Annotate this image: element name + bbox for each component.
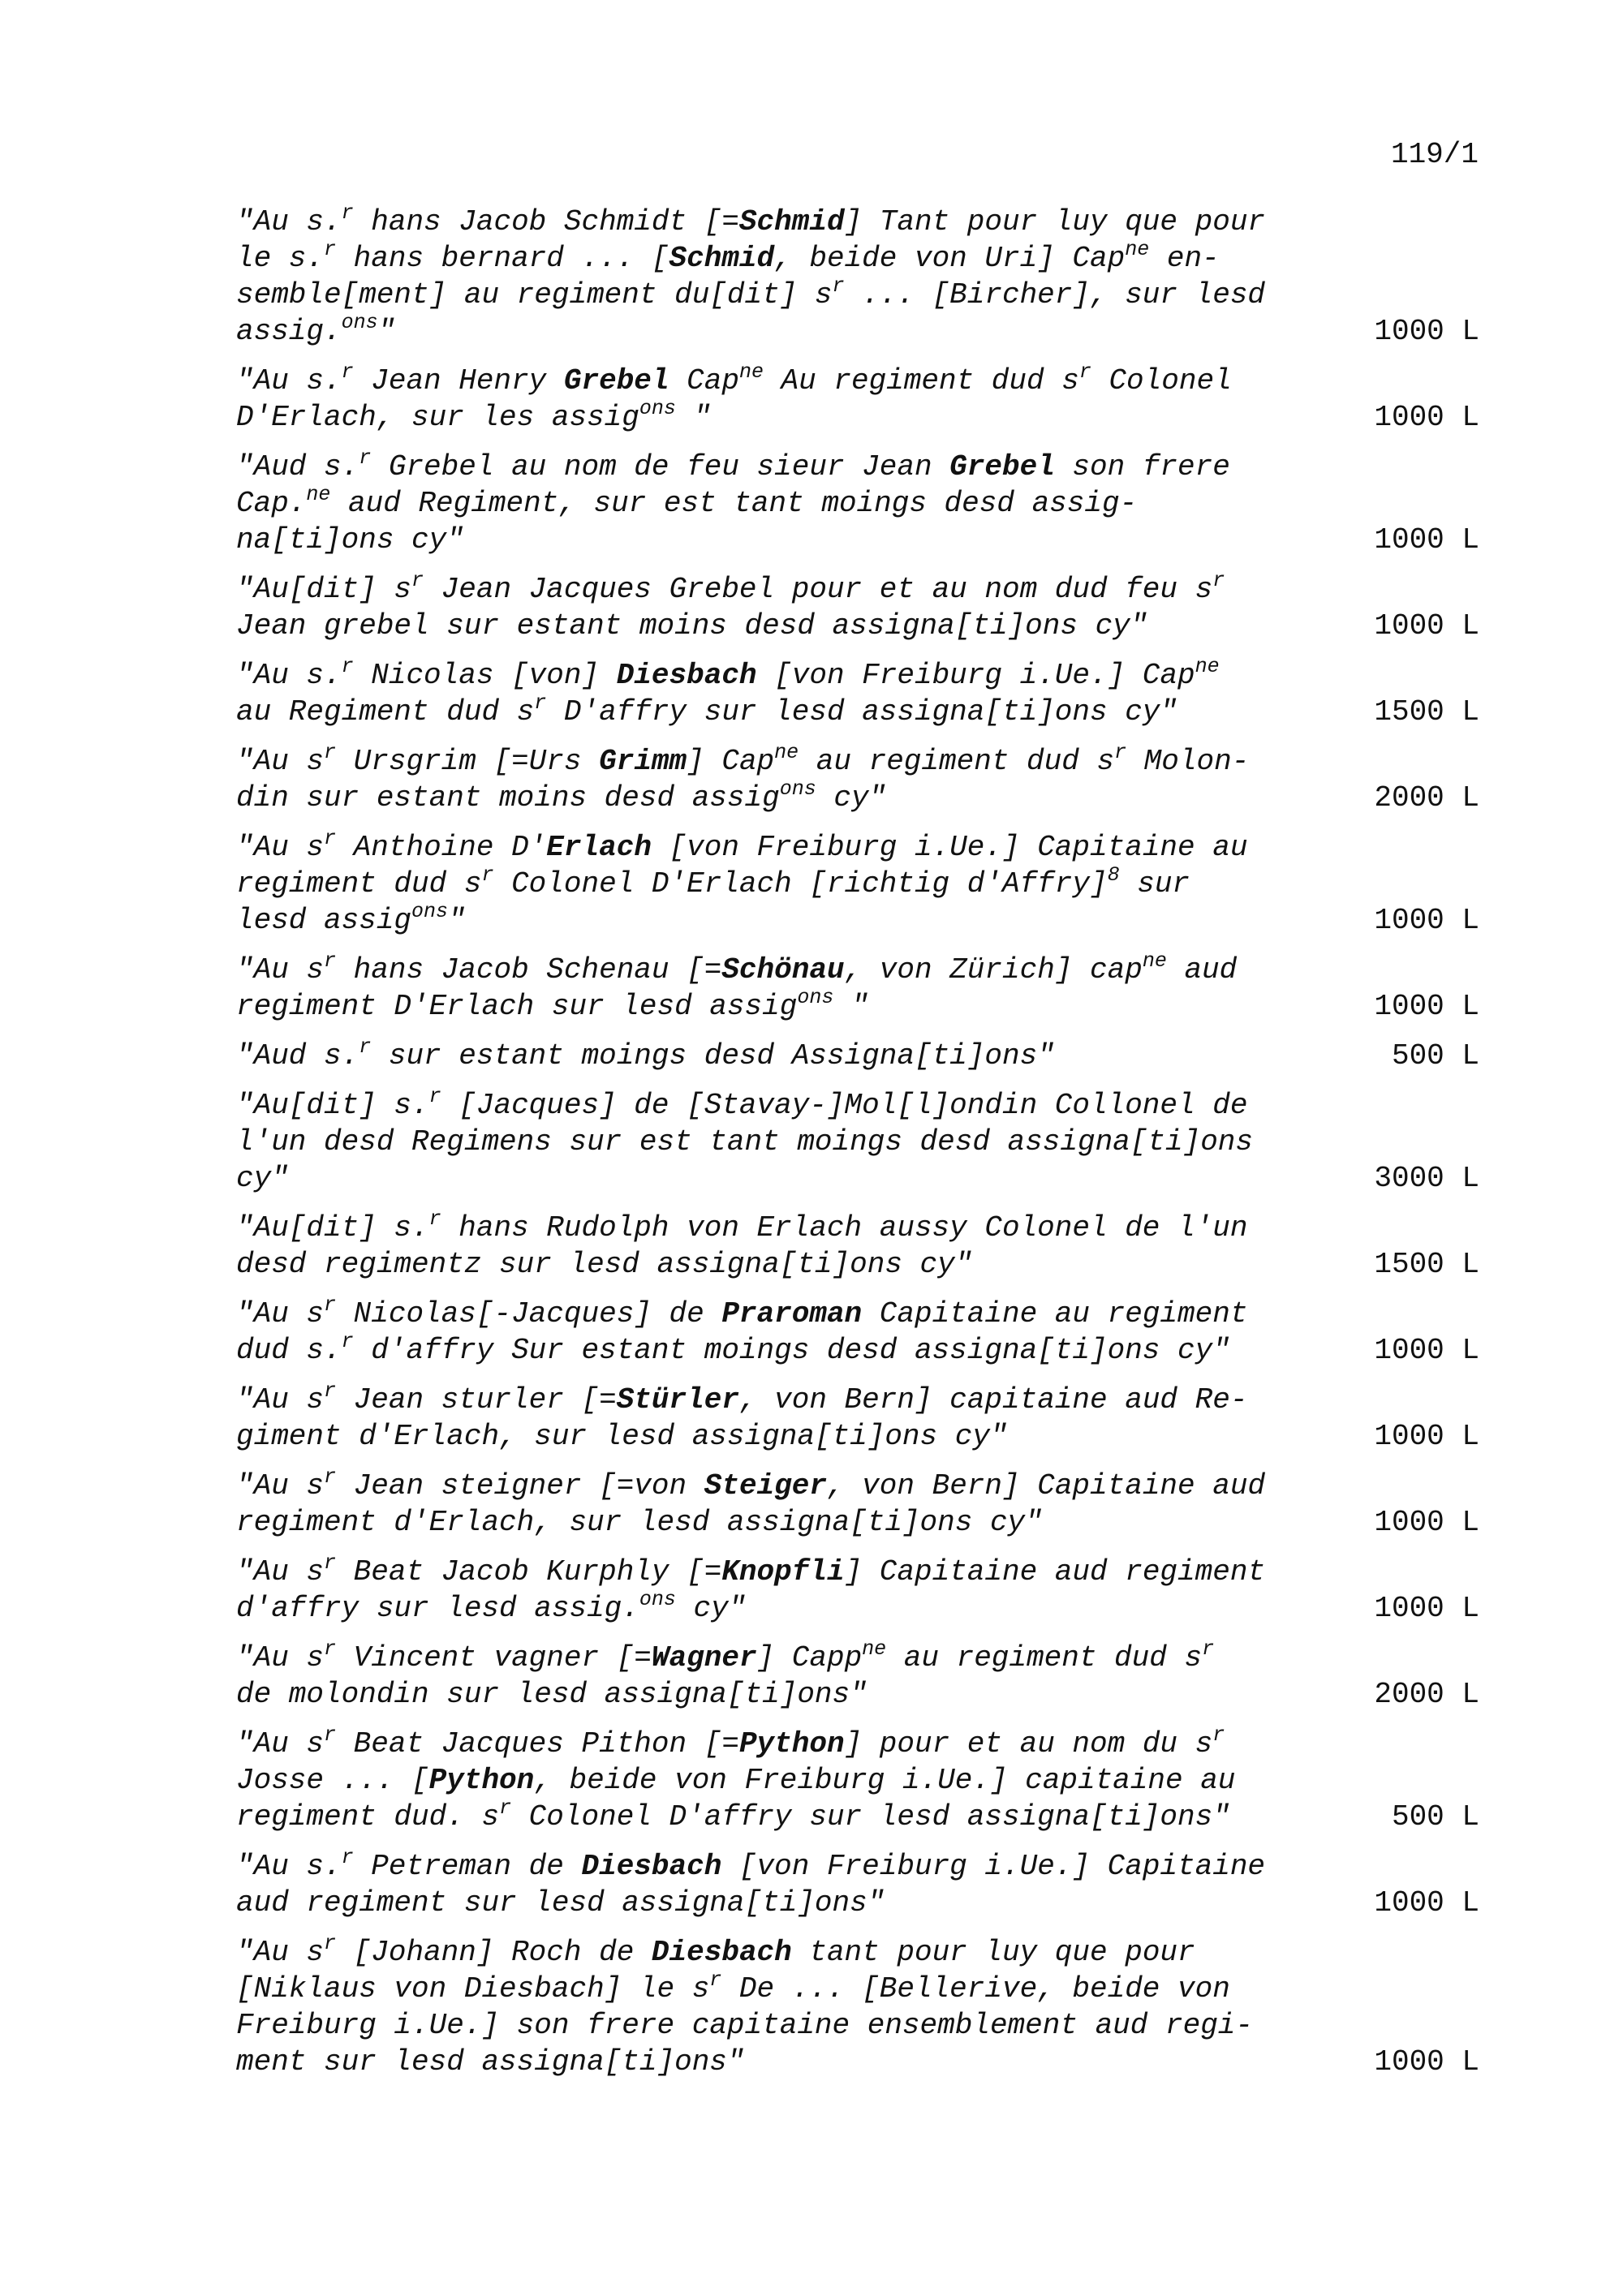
entry-text xyxy=(236,1207,1324,1283)
text-segment: Jean grebel sur estant moins desd assigna[ti]ons cy" xyxy=(236,609,1148,643)
superscript: r xyxy=(324,1932,337,1955)
payment-entry xyxy=(236,1551,1479,1627)
entry-text xyxy=(236,657,1324,730)
text-segment: hans Rudolph von Erlach aussy Colonel de l'un xyxy=(441,1211,1248,1245)
superscript: r xyxy=(324,1551,337,1575)
entry-text xyxy=(236,1934,1324,2080)
superscript: ne xyxy=(1125,238,1150,261)
text-segment: Capitaine au regiment xyxy=(862,1297,1248,1331)
text-segment: ] Cap xyxy=(687,745,775,778)
superscript: ons xyxy=(341,311,378,334)
text-segment: Josse ... [ xyxy=(236,1764,429,1797)
text-segment: [von Freiburg i.Ue.] Cap xyxy=(756,659,1195,692)
text-line xyxy=(236,777,1324,816)
text-segment: Molon- xyxy=(1126,745,1250,778)
text-line xyxy=(236,863,1324,902)
superscript: ne xyxy=(1195,655,1220,678)
bold-name: Diesbach xyxy=(616,659,757,692)
text-segment: Jean Jacques Grebel pour et au nom dud feu s xyxy=(424,573,1213,606)
text-line xyxy=(236,1418,1324,1455)
text-segment: le s. xyxy=(236,242,325,275)
text-segment: au regiment dud s xyxy=(886,1641,1203,1675)
superscript: r xyxy=(341,360,354,384)
text-line xyxy=(236,1934,1324,1971)
entry-text xyxy=(236,1465,1324,1541)
superscript: ons xyxy=(779,777,816,801)
text-line xyxy=(236,1885,1324,1921)
payment-entry xyxy=(236,829,1479,939)
text-line xyxy=(236,743,1324,780)
text-segment: Grebel au nom de feu sieur Jean xyxy=(371,450,950,484)
superscript: ons xyxy=(797,986,834,1009)
text-segment: "Aud s. xyxy=(236,450,359,484)
superscript: r xyxy=(428,1085,441,1108)
text-segment: regiment dud. s xyxy=(236,1800,500,1834)
payment-entries-list xyxy=(236,201,1479,2093)
text-line xyxy=(236,274,1324,313)
text-line xyxy=(236,1676,1324,1713)
text-segment: aud regiment sur lesd assigna[ti]ons" xyxy=(236,1886,885,1920)
entry-amount: 1000 L xyxy=(1374,1886,1479,1920)
superscript: r xyxy=(1078,360,1091,384)
entry-amount: 1500 L xyxy=(1374,1248,1479,1281)
text-segment: "Au[dit] s. xyxy=(236,1211,429,1245)
text-segment: "Aud s. xyxy=(236,1039,359,1073)
text-segment: " xyxy=(377,315,396,348)
bold-name: Praroman xyxy=(721,1297,863,1331)
payment-entry xyxy=(236,1379,1479,1455)
text-segment: cy" xyxy=(675,1592,747,1625)
text-segment: Nicolas[-Jacques] de xyxy=(336,1297,722,1331)
entry-text xyxy=(236,743,1324,816)
bold-name: Knopfli xyxy=(721,1555,845,1589)
entry-text xyxy=(236,1087,1324,1197)
superscript: ons xyxy=(639,397,676,420)
entry-text xyxy=(236,829,1324,939)
text-segment: Colonel D'Erlach [richtig d'Affry] xyxy=(493,867,1108,901)
text-segment: "Au s. xyxy=(236,205,342,239)
text-line xyxy=(236,691,1324,730)
text-segment: " xyxy=(675,401,712,434)
superscript: r xyxy=(832,274,845,298)
superscript: r xyxy=(359,1035,372,1059)
payment-entry xyxy=(236,1035,1479,1074)
entry-amount: 2000 L xyxy=(1374,1678,1479,1711)
text-segment: din sur estant moins desd assig xyxy=(236,781,780,815)
text-segment: Ursgrim [=Urs xyxy=(336,745,600,778)
text-line xyxy=(236,902,1324,939)
page-number: 119/1 xyxy=(1390,138,1479,171)
text-line xyxy=(236,446,1324,485)
text-segment: Petreman de xyxy=(353,1850,582,1883)
text-segment: "Au s xyxy=(236,1469,325,1503)
text-segment: "Au s xyxy=(236,1641,325,1675)
entry-amount: 500 L xyxy=(1391,1800,1479,1834)
text-segment: " xyxy=(448,904,466,937)
text-line xyxy=(236,1968,1324,2007)
text-segment: ] pour et au nom du s xyxy=(844,1727,1213,1761)
entry-amount: 1000 L xyxy=(1374,609,1479,643)
superscript: r xyxy=(324,827,337,850)
superscript: r xyxy=(1212,569,1225,592)
text-segment: ] Capp xyxy=(756,1641,863,1675)
payment-entry xyxy=(236,1637,1479,1713)
text-line xyxy=(236,1293,1324,1332)
text-segment: regiment d'Erlach, sur lesd assigna[ti]ons cy" xyxy=(236,1506,1043,1539)
entry-amount: 1000 L xyxy=(1374,1420,1479,1453)
text-segment: aud xyxy=(1166,953,1238,987)
superscript: r xyxy=(709,1968,722,1992)
text-line xyxy=(236,1124,1324,1160)
text-line xyxy=(236,485,1324,522)
superscript: r xyxy=(324,1293,337,1317)
text-segment: , beide von Uri] Cap xyxy=(774,242,1126,275)
text-segment: [Niklaus von Diesbach] le s xyxy=(236,1972,710,2006)
text-segment: Vincent vagner [= xyxy=(336,1641,652,1675)
superscript: r xyxy=(411,569,424,592)
text-segment: de molondin sur lesd assigna[ti]ons" xyxy=(236,1678,867,1711)
payment-entry xyxy=(236,1293,1479,1369)
text-segment: Freiburg i.Ue.] son frere capitaine ensemblement aud regi- xyxy=(236,2009,1254,2042)
bold-name: Grimm xyxy=(599,745,687,778)
text-line xyxy=(236,1035,1324,1074)
text-segment: , von Zürich] cap xyxy=(844,953,1143,987)
text-segment: Jean steigner [=von xyxy=(336,1469,704,1503)
superscript: ons xyxy=(639,1588,676,1611)
text-line xyxy=(236,1590,1324,1627)
entry-text xyxy=(236,1848,1324,1921)
superscript: r xyxy=(534,691,547,715)
superscript: ne xyxy=(1142,949,1167,973)
entry-text xyxy=(236,1723,1324,1835)
text-line xyxy=(236,1379,1324,1418)
text-line xyxy=(236,2007,1324,2044)
text-segment: ] Capitaine aud regiment xyxy=(844,1555,1266,1589)
text-line xyxy=(236,1551,1324,1590)
payment-entry xyxy=(236,1723,1479,1835)
text-segment: lesd assig xyxy=(236,904,412,937)
bold-name: Diesbach xyxy=(581,1850,722,1883)
text-segment: Jean sturler [= xyxy=(336,1383,617,1417)
entry-amount: 1500 L xyxy=(1374,695,1479,729)
bold-name: Grebel xyxy=(949,450,1055,484)
payment-entry xyxy=(236,949,1479,1025)
text-line xyxy=(236,1160,1324,1197)
bold-name: Wagner xyxy=(651,1641,757,1675)
entry-amount: 3000 L xyxy=(1374,1162,1479,1195)
bold-name: Python xyxy=(738,1727,845,1761)
text-segment: [Jacques] de [Stavay-]Mol[l]ondin Collonel de xyxy=(441,1089,1248,1122)
text-segment: " xyxy=(833,990,869,1023)
text-line xyxy=(236,1465,1324,1504)
text-segment: Colonel D'affry sur lesd assigna[ti]ons" xyxy=(511,1800,1230,1834)
text-line xyxy=(236,571,1324,608)
superscript: r xyxy=(324,1379,337,1403)
text-segment: "Au s. xyxy=(236,1850,342,1883)
superscript: r xyxy=(1114,741,1127,764)
text-segment: l'un desd Regimens sur est tant moings desd assigna[ti]ons xyxy=(236,1125,1254,1159)
text-segment: Nicolas [von] xyxy=(353,659,617,692)
text-segment: "Au s. xyxy=(236,659,342,692)
text-segment: "Au s xyxy=(236,1936,325,1969)
entry-amount: 500 L xyxy=(1391,1039,1479,1073)
text-line xyxy=(236,988,1324,1025)
text-segment: na[ti]ons cy" xyxy=(236,523,464,557)
superscript: ne xyxy=(306,483,331,506)
superscript: 8 xyxy=(1107,863,1120,887)
entry-amount: 1000 L xyxy=(1374,315,1479,348)
bold-name: Diesbach xyxy=(651,1936,792,1969)
text-segment: "Au s. xyxy=(236,364,342,398)
text-line xyxy=(236,1637,1324,1676)
text-segment: D'affry sur lesd assigna[ti]ons cy" xyxy=(546,695,1178,729)
text-segment: "Au s xyxy=(236,831,325,864)
text-line xyxy=(236,1796,1324,1835)
text-line xyxy=(236,2044,1324,2080)
payment-entry xyxy=(236,1207,1479,1283)
bold-name: Grebel xyxy=(563,364,669,398)
text-segment: Au regiment dud s xyxy=(763,364,1079,398)
text-segment: en- xyxy=(1149,242,1220,275)
superscript: r xyxy=(1202,1637,1215,1661)
bold-name: Schmid xyxy=(669,242,775,275)
superscript: r xyxy=(428,1207,441,1231)
text-line xyxy=(236,1332,1324,1369)
text-segment: son frere xyxy=(1054,450,1230,484)
entry-amount: 1000 L xyxy=(1374,2045,1479,2079)
bold-name: Schmid xyxy=(738,205,845,239)
payment-entry xyxy=(236,657,1479,730)
entry-text xyxy=(236,1551,1324,1627)
text-segment: , von Bern] capitaine aud Re- xyxy=(738,1383,1248,1417)
text-segment: Cap xyxy=(669,364,739,398)
superscript: r xyxy=(341,655,354,678)
text-segment: [von Freiburg i.Ue.] Capitaine xyxy=(721,1850,1266,1883)
text-segment: regiment D'Erlach sur lesd assig xyxy=(236,990,798,1023)
text-segment: ment sur lesd assigna[ti]ons" xyxy=(236,2045,745,2079)
text-line xyxy=(236,949,1324,988)
superscript: r xyxy=(481,863,494,887)
entry-text xyxy=(236,1293,1324,1369)
superscript: r xyxy=(324,949,337,973)
text-segment: Beat Jacques Pithon [= xyxy=(336,1727,739,1761)
entry-amount: 1000 L xyxy=(1374,990,1479,1023)
superscript: ne xyxy=(774,741,799,764)
text-segment: giment d'Erlach, sur lesd assigna[ti]ons cy" xyxy=(236,1420,1008,1453)
text-line xyxy=(236,829,1324,866)
text-line xyxy=(236,657,1324,694)
text-segment: , beide von Freiburg i.Ue.] capitaine au xyxy=(534,1764,1236,1797)
text-segment: au regiment dud s xyxy=(799,745,1115,778)
text-segment: ... [Bircher], sur lesd xyxy=(844,278,1266,312)
text-segment: sur estant moings desd Assigna[ti]ons" xyxy=(371,1039,1055,1073)
superscript: r xyxy=(324,1637,337,1661)
text-segment: sur xyxy=(1119,867,1190,901)
text-line xyxy=(236,1762,1324,1799)
text-segment: D'Erlach, sur les assig xyxy=(236,401,639,434)
text-segment: De ... [Bellerive, beide von xyxy=(721,1972,1230,2006)
text-line xyxy=(236,1207,1324,1246)
payment-entry xyxy=(236,201,1479,350)
text-line xyxy=(236,1723,1324,1762)
text-line xyxy=(236,313,1324,350)
text-segment: hans Jacob Schmidt [= xyxy=(353,205,739,239)
text-segment: Anthoine D' xyxy=(336,831,547,864)
entry-amount: 1000 L xyxy=(1374,523,1479,557)
text-segment: , von Bern] Capitaine aud xyxy=(826,1469,1266,1503)
payment-entry xyxy=(236,1848,1479,1921)
text-segment: tant pour luy que pour xyxy=(791,1936,1195,1969)
bold-name: Erlach xyxy=(546,831,652,864)
superscript: r xyxy=(359,446,372,470)
bold-name: Schönau xyxy=(721,953,845,987)
superscript: r xyxy=(324,1723,337,1747)
entry-text xyxy=(236,360,1324,436)
payment-entry xyxy=(236,1465,1479,1541)
text-segment: semble[ment] au regiment du[dit] s xyxy=(236,278,833,312)
text-segment: "Au[dit] s. xyxy=(236,1089,429,1122)
entry-text xyxy=(236,201,1324,350)
text-segment: hans Jacob Schenau [= xyxy=(336,953,722,987)
entry-text xyxy=(236,571,1324,644)
text-segment: Cap. xyxy=(236,487,307,520)
text-line xyxy=(236,1504,1324,1541)
text-segment: regiment dud s xyxy=(236,867,482,901)
text-segment: desd regimentz sur lesd assigna[ti]ons cy" xyxy=(236,1248,973,1281)
payment-entry xyxy=(236,1934,1479,2080)
payment-entry xyxy=(236,360,1479,436)
text-segment: d'affry sur lesd assig. xyxy=(236,1592,639,1625)
text-segment: "Au s xyxy=(236,1297,325,1331)
entry-text xyxy=(236,1379,1324,1455)
superscript: r xyxy=(324,741,337,764)
superscript: r xyxy=(341,201,354,225)
payment-entry xyxy=(236,743,1479,816)
superscript: r xyxy=(341,1330,354,1353)
superscript: r xyxy=(1212,1723,1225,1747)
text-segment: [von Freiburg i.Ue.] Capitaine au xyxy=(651,831,1248,864)
text-line xyxy=(236,201,1324,240)
entry-amount: 1000 L xyxy=(1374,1506,1479,1539)
superscript: ne xyxy=(738,360,764,384)
entry-text xyxy=(236,1035,1324,1074)
text-line xyxy=(236,1848,1324,1885)
text-segment: au Regiment dud s xyxy=(236,695,535,729)
superscript: r xyxy=(341,1846,354,1869)
text-line xyxy=(236,522,1324,558)
text-line xyxy=(236,399,1324,436)
text-segment: "Au[dit] s xyxy=(236,573,412,606)
entry-text xyxy=(236,1637,1324,1713)
text-segment: cy" xyxy=(816,781,887,815)
payment-entry xyxy=(236,446,1479,558)
text-segment: aud Regiment, sur est tant moings desd assig- xyxy=(330,487,1138,520)
text-segment: "Au s xyxy=(236,1727,325,1761)
text-segment: "Au s xyxy=(236,745,325,778)
superscript: r xyxy=(324,1465,337,1489)
text-segment: "Au s xyxy=(236,953,325,987)
entry-amount: 1000 L xyxy=(1374,401,1479,434)
payment-entry xyxy=(236,571,1479,644)
text-segment: assig. xyxy=(236,315,342,348)
bold-name: Python xyxy=(428,1764,535,1797)
text-segment: Jean Henry xyxy=(353,364,564,398)
superscript: r xyxy=(499,1796,512,1820)
superscript: ne xyxy=(862,1637,887,1661)
entry-amount: 1000 L xyxy=(1374,1334,1479,1367)
text-line xyxy=(236,1246,1324,1283)
text-segment: Beat Jacob Kurphly [= xyxy=(336,1555,722,1589)
superscript: r xyxy=(324,238,337,261)
text-segment: Colonel xyxy=(1091,364,1232,398)
payment-entry xyxy=(236,1087,1479,1197)
text-line xyxy=(236,1087,1324,1124)
text-segment: hans bernard ... [ xyxy=(336,242,669,275)
entry-amount: 1000 L xyxy=(1374,904,1479,937)
text-line xyxy=(236,608,1324,644)
text-segment: ] Tant pour luy que pour xyxy=(844,205,1266,239)
text-segment: [Johann] Roch de xyxy=(336,1936,652,1969)
text-segment: d'affry Sur estant moings desd assigna[ti]ons cy" xyxy=(353,1334,1230,1367)
text-segment: dud s. xyxy=(236,1334,342,1367)
text-segment: "Au s xyxy=(236,1383,325,1417)
text-line xyxy=(236,360,1324,399)
bold-name: Steiger xyxy=(704,1469,827,1503)
text-line xyxy=(236,240,1324,277)
text-segment: cy" xyxy=(236,1162,289,1195)
superscript: ons xyxy=(411,900,449,923)
entry-text xyxy=(236,446,1324,558)
text-segment: "Au s xyxy=(236,1555,325,1589)
bold-name: Stürler xyxy=(616,1383,739,1417)
entry-amount: 2000 L xyxy=(1374,781,1479,815)
entry-amount: 1000 L xyxy=(1374,1592,1479,1625)
entry-text xyxy=(236,949,1324,1025)
